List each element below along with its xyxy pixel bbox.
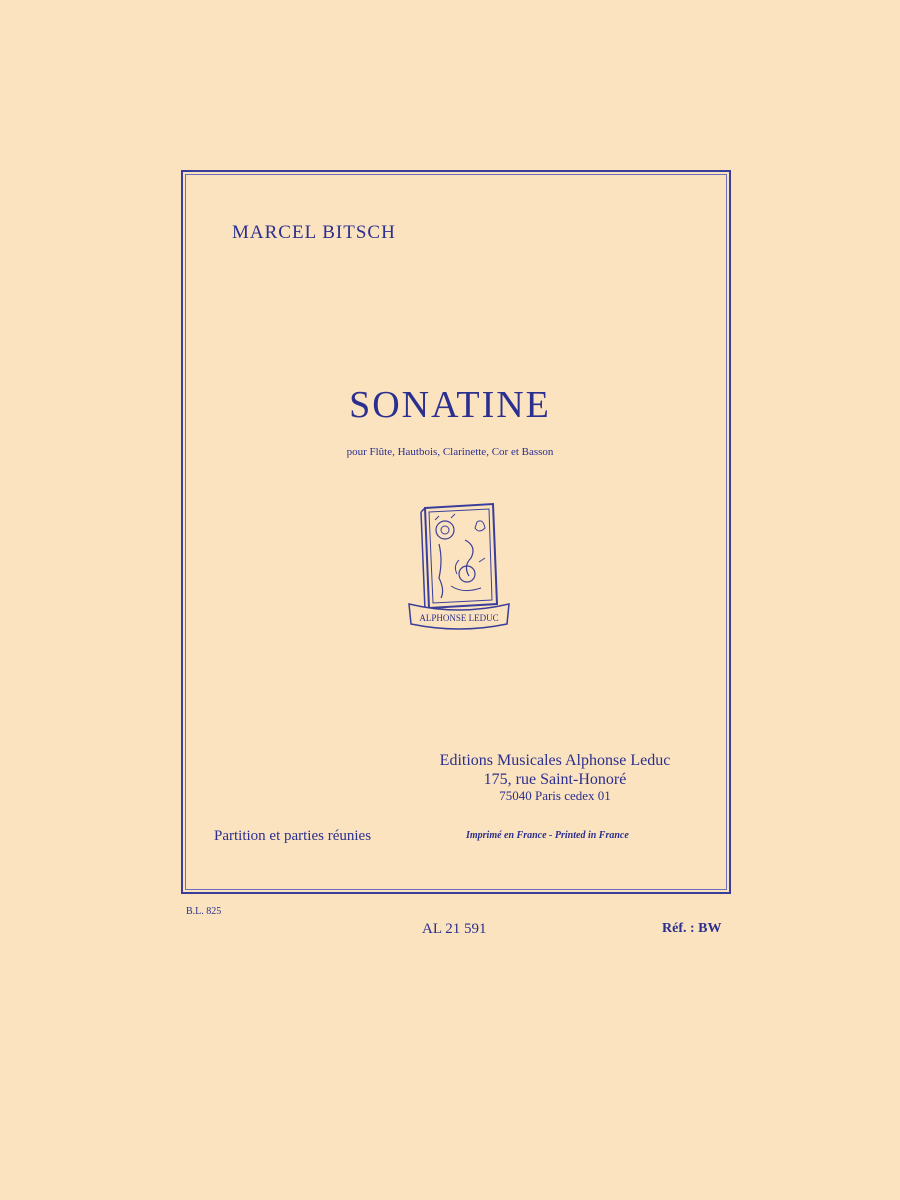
logo-ribbon-text: ALPHONSE LEDUC — [419, 613, 499, 623]
bl-code: B.L. 825 — [186, 906, 222, 917]
printed-in-note: Imprimé en France - Printed in France — [466, 830, 629, 841]
publisher-city: 75040 Paris cedex 01 — [499, 788, 611, 803]
reference-code: Réf. : BW — [662, 921, 722, 936]
publisher-address — [430, 751, 680, 789]
publisher-emblem-icon — [405, 500, 513, 635]
composer-name: MARCEL BITSCH — [232, 222, 396, 243]
catalog-number: AL 21 591 — [422, 921, 487, 937]
publisher-name: Editions Musicales Alphonse Leduc — [439, 752, 671, 769]
work-title: SONATINE — [349, 384, 551, 426]
publisher-street: 175, rue Saint-Honoré — [483, 771, 627, 788]
instrumentation: pour Flûte, Hautbois, Clarinette, Cor et Basson — [346, 446, 554, 458]
edition-note: Partition et parties réunies — [214, 828, 372, 844]
